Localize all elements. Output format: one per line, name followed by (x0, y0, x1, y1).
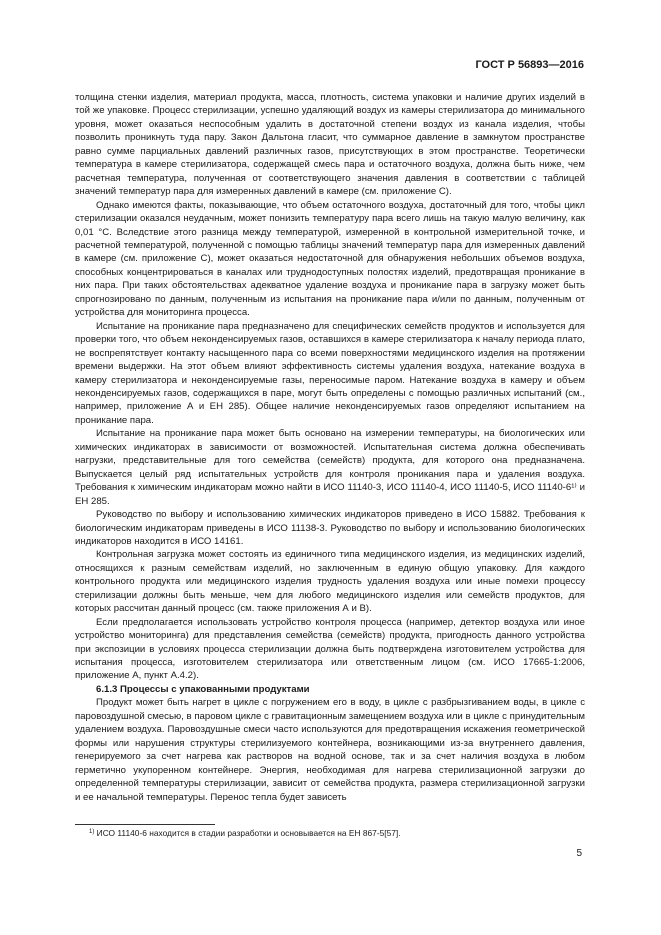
paragraph: толщина стенки изделия, материал продукта, масса, плотность, система упаковки и наличие других изделий в той же упаковке. Процесс стерилизации, успешно удаляющий воздух из камеры стерилизатора до минимального уровня, может оказаться неспособным удалить в достаточной степени воздух из канала изделия, чтобы позволить проникнуть туда пару. Закон Дальтона гласит, что суммарное давление в замкнутом пространстве равно сумме парциальных давлений различных газов, присутствующих в этом пространстве. Теоретически температура в камере стерилизатора, содержащей смесь пара и остаточного воздуха, должна быть ниже, чем расчетная температура, полученная от соответствующего значения давления в соответствии с таблицей значений температур пара для измеренных давлений в камере (см. приложение С). (75, 92, 585, 198)
document-body (75, 91, 585, 804)
paragraph: Продукт может быть нагрет в цикле с погружением его в воду, в цикле с разбрызгиванием воды, в цикле с паровоздушной смесью, в паровом цикле с гравитационным замещением воздуха или в цикле с принудительным удалением воздуха. Паровоздушные смеси часто используются для предотвращения искажения геометрической формы или нарушения структуры стерилизуемого контейнера, возникающими из-за внутреннего давления, генерируемого за счет нагрева как растворов на водной основе, так и за счет наличия воздуха в любом герметично укупоренном контейнере. Энергия, необходимая для нагрева стерилизационной загрузки до определенной температуры стерилизации, зависит от семейства продукта, размера стерилизационной загрузки и ее начальной температуры. Перенос тепла будет зависеть (75, 697, 585, 803)
footnote-divider (75, 824, 215, 825)
footnote (89, 827, 589, 839)
document-header: ГОСТ Р 56893—2016 (475, 59, 584, 71)
paragraph: Однако имеются факты, показывающие, что объем остаточного воздуха, достаточный для того, чтобы цикл стерилизации оказался неудачным, может понизить температуру пара всего лишь на такую малую величину, как 0,01 °С. Вследствие этого разница между температурой, измеренной в контрольной измерительной точке, и расчетной температурой, полученной с помощью таблицы значений температур пара для измеренных давлений в камере (см. приложение С), может оказаться недостаточной для обнаружения небольших объемов воздуха, способных концентрироваться в каналах или труднодоступных полостях изделий, предотвращая проникание в них пара. При таких обстоятельствах адекватное удаление воздуха и проникание пара в загрузку может быть спрогнозировано по данным, полученным из испытания на проникание пара и/или по данным, полученным от устройства для мониторинга процесса. (75, 199, 585, 319)
section-heading: 6.1.3 Процессы с упакованными продуктами (96, 683, 310, 695)
footnote-marker: 1) (89, 829, 95, 835)
footnote-text: ИСО 11140-6 находится в стадии разработки и основывается на ЕН 867-5[57]. (94, 828, 401, 838)
paragraph: Контрольная загрузка может состоять из единичного типа медицинского изделия, из медицинских изделий, относящихся к разным семействам изделий, но заключенным в единую общую упаковку. Для каждого контрольного продукта или медицинского изделия трудность удаления воздуха или иные помехи процессу стерилизации должны быть меньше, чем для любого медицинского изделия или семейств продуктов, для которых рассчитан данный процесс (см. также приложения А и В). (75, 549, 585, 615)
paragraph: Испытание на проникание пара может быть основано на измерении температуры, на биологических или химических индикаторах в зависимости от возможностей. Испытательная система должна обеспечивать нагрузки, представительные для того семейства (семейств) продукта, для которого она предназначена. Выпускается целый ряд испытательных устройств для контроля проникания пара и удаления воздуха. Требования к химическим индикаторам можно найти в ИСО 11140-3, ИСО 11140-4, ИСО 11140-5, ИСО 11140-6¹⁾ и ЕН 285. (75, 428, 585, 507)
paragraph: Руководство по выбору и использованию химических индикаторов приведено в ИСО 15882. Требования к биологическим индикаторам приведены в ИСО 11138-3. Руководство по выбору и использованию биологических индикаторов находится в ИСО 14161. (75, 509, 585, 547)
page-number: 5 (576, 848, 582, 859)
paragraph: Если предполагается использовать устройство контроля процесса (например, детектор воздуха или иное устройство мониторинга) для представления семейства (семейств) продукта, пригодность данного устройства при экспозиции в условиях процесса стерилизации должна быть подтверждена изготовителем устройства для испытания процесса, изготовителем стерилизатора или ответственным лицом (см. ИСО 17665-1:2006, приложение А, пункт А.4.2). (75, 616, 585, 682)
paragraph: Испытание на проникание пара предназначено для специфических семейств продуктов и используется для проверки того, что объем неконденсируемых газов, оставшихся в камере стерилизатора к началу периода плато, не воспрепятствует контакту насыщенного пара со всеми поверхностями медицинского изделия на протяжении времени выдержки. На этот объем влияют эффективность системы удаления воздуха, натекание воздуха в камеру стерилизатора и неконденсируемые газы, переносимые паром. Натекание воздуха в камеру и объем неконденсируемых газов, содержащихся в паре, могут быть определены с помощью различных испытаний (см., например, приложение А и ЕН 285). Общее наличие неконденсируемых газов определяют испытанием на проникание пара. (75, 320, 585, 426)
